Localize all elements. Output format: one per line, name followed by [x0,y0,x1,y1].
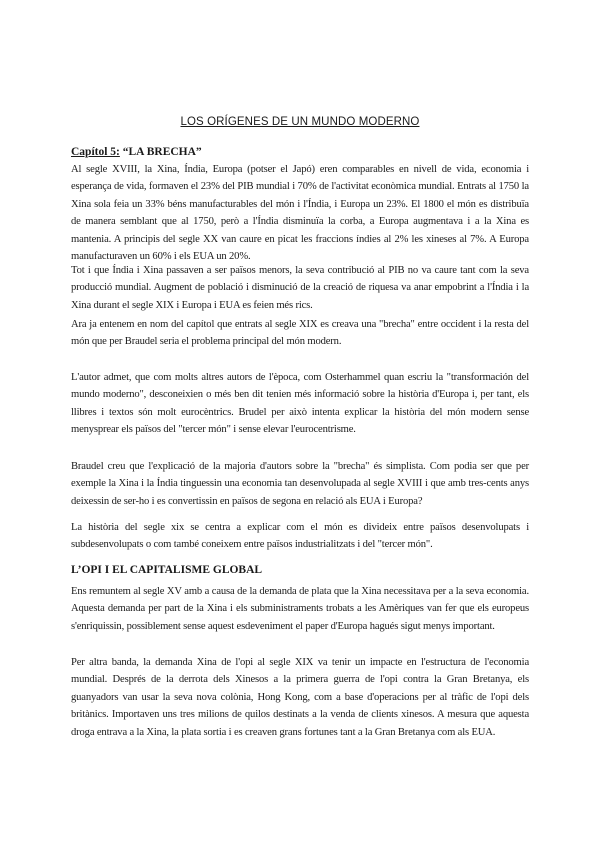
section-heading: L’OPI I EL CAPITALISME GLOBAL [71,564,263,576]
chapter-label: Capítol 5: [71,146,120,158]
paragraph: Al segle XVIII, la Xina, Índia, Europa (potser el Japó) eren comparables en nivell de vida, economia i esperança de vida, formaven el 23% del PIB mundial i 70% de l'activitat econòmica mundial. Entrats al 1750 la Xina sola feia un 33% béns manufacturables del món i l'Índia, i Europa un 23%. El 1800 el món es distribuïa de manera semblant que al 1750, però a l'Índia disminuïa la corba, a Europa augmentava i a la Xina es mantenia. A principis del segle XX van caure en picat les fraccions índies al 2% les xineses al 7%. A Europa manufacturaven un 60% i els EUA un 20%. [71,164,529,263]
paragraph: Braudel creu que l'explicació de la majoria d'autors sobre la "brecha" és simplista. Com podia ser que per exemple la Xina i la Índia tinguessin una economia tan desenvolupada al segle XVIII i que amb tres-cents anys deixessin de ser-ho i es convertissin en països de segona en relació als EUA i Europa? [71,461,529,507]
paragraph: Ens remuntem al segle XV amb a causa de la demanda de plata que la Xina necessitava per a la seva economia. Aquesta demanda per part de la Xina i els subministraments trobats a les Amèriques van fer que els europeus s'enriquissin, possiblement sense aquest esdeveniment el paper d'Europa hagués sigut menys important. [71,586,529,632]
paragraph: Ara ja entenem en nom del capítol que entrats al segle XIX es creava una "brecha" entre occident i la resta del món que per Braudel seria el problema principal del món modern. [71,319,529,348]
paragraph: La història del segle xix se centra a explicar com el món es divideix entre països desenvolupats i subdesenvolupats o com també coneixem entre països industrialitzats i del "tercer món". [71,522,529,551]
paragraph: L'autor admet, que com molts altres autors de l'època, com Osterhammel quan escriu la "transformación del mundo moderno", desconeixien o més ben dit tenien més informació sobre la història d'Europa i, per tant, els llibres i textos són molt eurocèntrics. Brudel per això intenta explicar la història del món modern sense menysprear els països del "tercer món" i sense elevar l'eurocentrisme. [71,372,529,436]
chapter-title: “LA BRECHA” [122,146,202,158]
document-title: LOS ORÍGENES DE UN MUNDO MODERNO [180,116,420,128]
paragraph: Tot i que Índia i Xina passaven a ser països menors, la seva contribució al PIB no va caure tant com la seva producció mundial. Augment de població i disminució de la creació de riquesa va anar empobrint a l'Índia i la Xina durant el segle XIX i Europa i EUA es feien més rics. [71,265,529,311]
chapter-heading [71,146,202,158]
paragraph: Per altra banda, la demanda Xina de l'opi al segle XIX va tenir un impacte en l'estructura de l'economia mundial. Després de la derrota dels Xinesos a la primera guerra de l'opi contra la Gran Bretanya, els guanyadors van usar la seva nova colònia, Hong Kong, com a base d'operacions per al tràfic de l'opi dels britànics. Importaven uns tres milions de quilos destinats a la venda de clients xinesos. A mesura que aquesta droga entrava a la Xina, la plata sortia i es creaven grans fortunes tant a la Gran Bretanya com als EUA. [71,657,529,738]
